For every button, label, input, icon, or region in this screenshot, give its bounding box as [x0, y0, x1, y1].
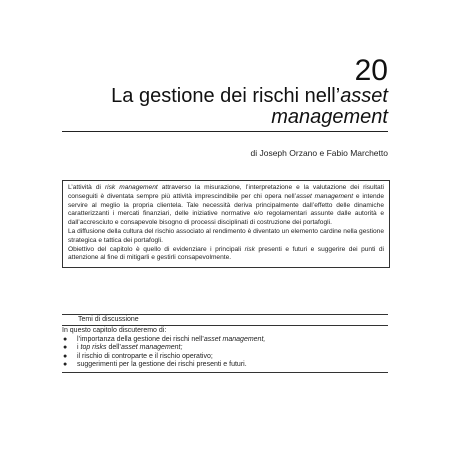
- authors-line: di Joseph Orzano e Fabio Marchetto: [250, 148, 388, 158]
- bullet-icon: ●: [63, 361, 68, 369]
- topics-top-rule: [62, 314, 388, 315]
- chapter-title-italic-management: management: [271, 106, 388, 128]
- list-item-text: suggerimenti per la gestione dei rischi presenti e futuri.: [77, 361, 247, 369]
- bullet-icon: ●: [63, 344, 68, 352]
- chapter-title: [88, 86, 388, 128]
- abstract-italic: asset management: [296, 192, 354, 200]
- list-item-text: dell’: [106, 344, 121, 352]
- list-item-text: i: [77, 344, 81, 352]
- abstract-italic: risk management: [104, 184, 158, 191]
- abstract-paragraph-2: La diffusione della cultura del rischio associato al rendimento è diventato un elemento cardine nella gestione strategica e tattica dei portafogli.: [68, 227, 384, 244]
- abstract-text: presenti e futuri e suggerire dei punti di attenzione al fine di mitigarli e gestirli consapevolmente.: [68, 245, 385, 262]
- abstract-text: Obiettivo del capitolo è quello di evidenziare i principali: [68, 245, 245, 253]
- topics-intro: In questo capitolo discuteremo di:: [62, 327, 167, 334]
- abstract-italic: risk: [244, 245, 255, 253]
- chapter-title-prefix: La gestione dei rischi nell’: [111, 85, 341, 107]
- list-item-text: l’importanza della gestione dei rischi nell’: [77, 335, 204, 343]
- list-item: [62, 336, 388, 345]
- abstract-text: e intende servire al meglio la propria clientela. Tale necessità deriva principalmente dall’effetto delle dinamiche caratterizzanti i mercati finanziari, delle iniziative normative e/o regolamentari assunte dalle autorità e dall’accresciuto e consapevole bisogno di processi disciplinati di costruzione dei portafogli.: [68, 192, 384, 227]
- list-item: [62, 361, 388, 370]
- abstract-text: L’attività di: [68, 184, 105, 191]
- list-item: [62, 353, 388, 362]
- bullet-icon: ●: [63, 335, 68, 343]
- bullet-icon: ●: [63, 352, 68, 360]
- title-divider: [62, 131, 388, 132]
- list-item-italic: asset management;: [120, 344, 183, 352]
- topics-list: [62, 336, 388, 370]
- abstract-paragraph-3: [68, 246, 384, 264]
- abstract-text: attraverso la misurazione, l’interpretazione e la valutazione dei risultati conseguiti è diventata sempre più attività imprescindibile per chi opera nell’: [68, 184, 384, 200]
- abstract-paragraph-1: [68, 184, 384, 228]
- list-item: [62, 344, 388, 353]
- chapter-number: 20: [354, 54, 388, 87]
- topics-box: [62, 325, 388, 373]
- abstract-box: [62, 180, 390, 268]
- list-item-italic: top risks: [80, 344, 107, 352]
- topics-heading: Temi di discussione: [78, 316, 139, 323]
- list-item-italic: asset management,: [203, 335, 266, 343]
- list-item-text: il rischio di controparte e il rischio operativo;: [77, 352, 213, 360]
- chapter-title-italic-asset: asset: [340, 85, 388, 107]
